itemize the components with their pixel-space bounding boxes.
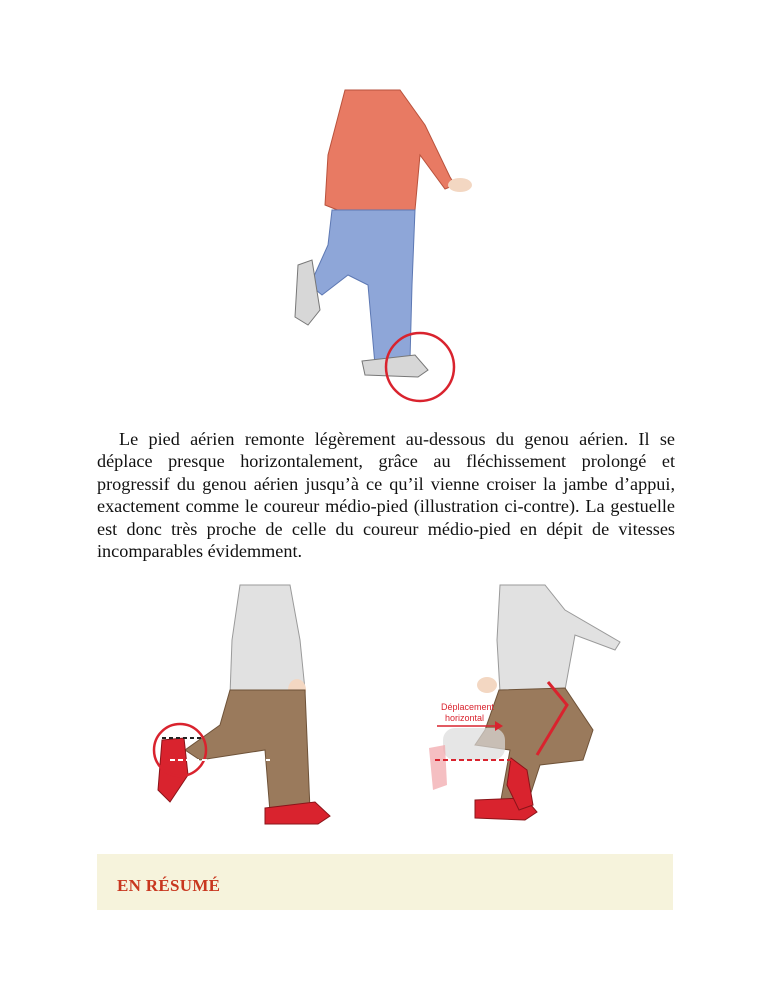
displacement-label-line1: Déplacement <box>441 702 495 712</box>
walking-figure-illustration <box>250 85 490 410</box>
summary-title: EN RÉSUMÉ <box>117 876 221 895</box>
running-figure-illustration <box>415 580 640 830</box>
body-paragraph: Le pied aérien remonte légèrement au-dessous du genou aérien. Il se déplace presque horizontalement, grâce au fléchissement prolongé et progressif du genou aérien jusqu’à ce qu’il vienne croiser la jambe d’appui, exactement comme le coureur médio-pied (illustration ci-contre). La gestuelle est donc très proche de celle du coureur médio-pied en dépit de vitesses incomparables évidemment. <box>97 429 675 562</box>
walking-figure-illustration <box>140 580 355 830</box>
summary-box <box>97 854 673 910</box>
displacement-label-line2: horizontal <box>445 713 485 723</box>
